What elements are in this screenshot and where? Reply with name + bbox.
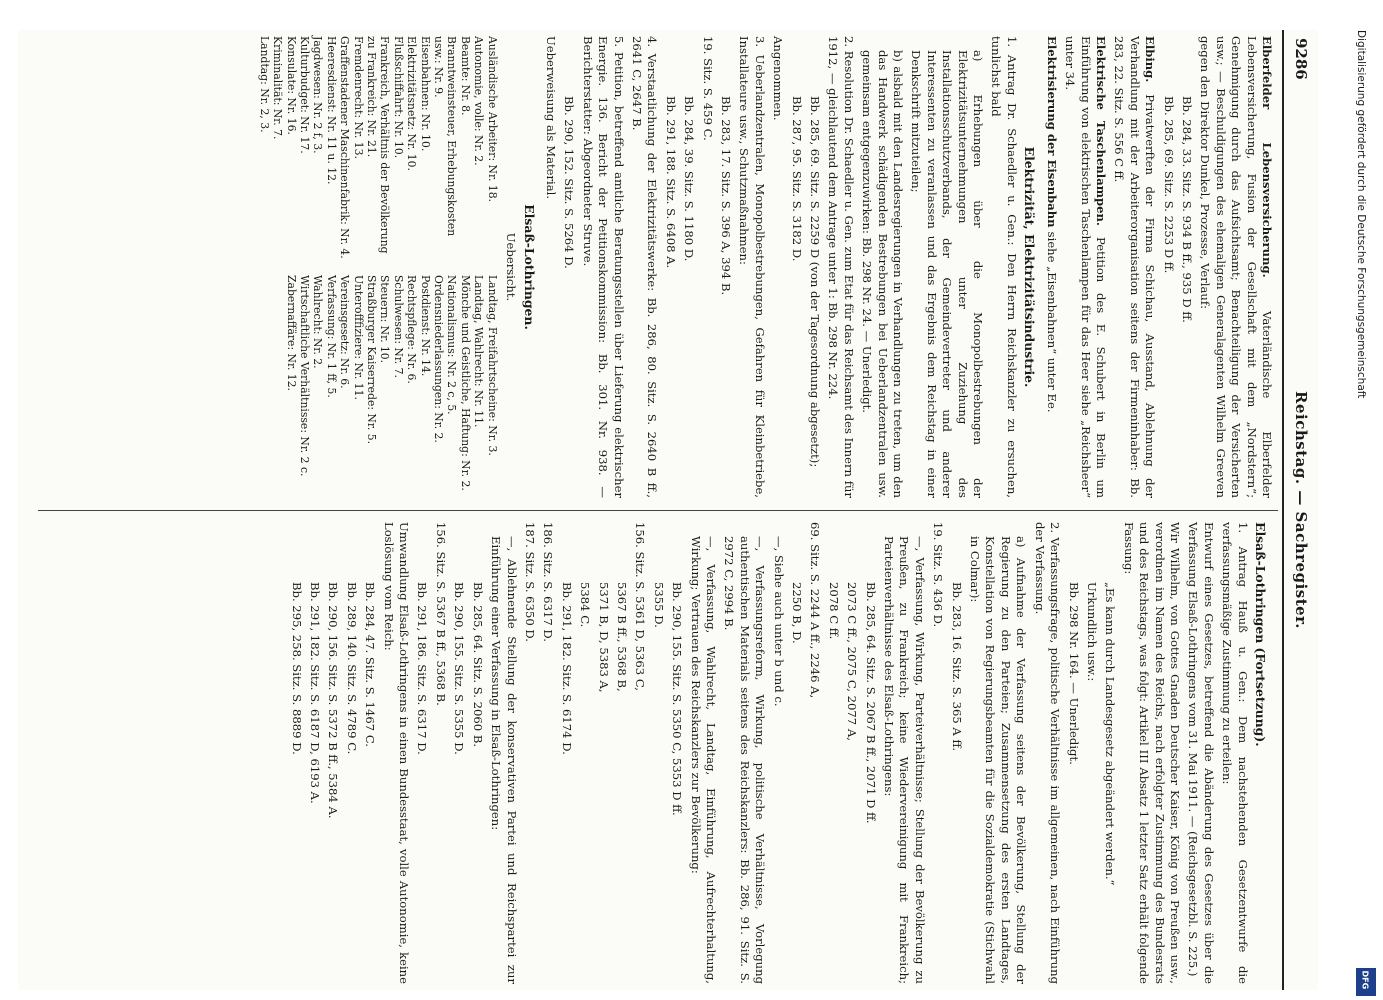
index-text: siehe „Eisenbahnen“ unter Ee. (1044, 231, 1059, 413)
index-item: Bb. 285, 64. Sitz. S. 2060 B. (470, 582, 485, 748)
index-item: Bb. 287, 95. Sitz. S. 3182 D. (789, 96, 804, 262)
index-item: Umwandlung Elsaß-Lothringens in einen Bundesstaat, volle Autonomie, keine Loslösung vom Reich: (381, 522, 412, 984)
index-lemma: Elbing. (1143, 36, 1158, 95)
index-item: Bb. 283, 17. Sitz. S. 396 A, 394 B. (719, 96, 733, 296)
page-number: 9286 (1292, 38, 1310, 80)
overview-entry: Steuern: Nr. 10. (378, 275, 392, 364)
index-item: 19. Sitz. S. 459 C. (700, 36, 715, 141)
overview-entry: Heeresdienst: Nr. 11 u. 12. (324, 36, 338, 185)
overview-entry: Fremdenrecht: Nr. 13. (351, 36, 365, 159)
right-column (285, 522, 1274, 984)
left-column (257, 36, 1274, 498)
index-item: 2. Verfassungsfrage, politische Verhältnisse im allgemeinen, nach Einführung der Verfassung. (1032, 522, 1063, 984)
index-item: 2. Resolution Dr. Schaedler u. Gen. zum Etat für das Reichsamt des Innern für 1912, — gleichlautend dem Antrage unter 1: Bb. 298 Nr. 224. (826, 36, 856, 498)
overview-entry: Nationalismus: Nr. 2 c, 5. (445, 275, 459, 415)
overview-entry: Zabernaffäre: Nr. 12. (284, 275, 298, 391)
section-title-elsass: Elsaß-Lothringen. (521, 204, 537, 330)
index-item: Wir Wilhelm, von Gottes Gnaden Deutscher Kaiser, König von Preußen usw., verordnen im Namen des Reichs, nach erfolgter Zustimmung des Bundesrats und des Reichstags, was folgt: Artikel III Absatz 1 letzter Satz erhält folgende Fassung: (1121, 522, 1182, 984)
overview-entry: Beamte: Nr. 8. (458, 36, 472, 116)
overview-entry: Straßburger Kaiserrede: Nr. 5. (365, 275, 379, 445)
index-item: Entwurf eines Gesetzes, betreffend die Abänderung des Gesetzes über die Verfassung Elsaß-Lothringens vom 31. Mai 1911. — (Reichsgesetzbl. S. 225.) (1186, 522, 1216, 984)
running-head (1282, 30, 1318, 990)
index-item: Bb. 284, 39. Sitz. S. 1180 D. (682, 96, 697, 262)
overview-entry: Ausländische Arbeiter: Nr. 18. (485, 36, 499, 202)
index-item: Ueberweisung als Material. (543, 36, 558, 200)
left-entries (1043, 36, 1274, 498)
overview-entry: Postdienst: Nr. 14. (418, 275, 432, 377)
index-item: Bb. 290, 152. Sitz. S. 5264 D. (562, 96, 577, 269)
overview-entry: Frankreich, Verhältnis der Bevölkerung zu Frankreich: Nr. 21. (365, 36, 392, 254)
overview-index (257, 36, 498, 498)
overview-entry: Eisenbahnen: Nr. 10. (418, 36, 432, 152)
column-divider (38, 510, 1278, 511)
index-item: 4. Verstaatlichung der Elektrizitätswerke: Bb. 286, 80. Sitz. S. 2640 B ff., 2641 C, 2647 B. (629, 36, 660, 498)
index-item: Bb. 285, 69. Sitz. S. 2259 D (von der Tagesordnung abgesetzt); (808, 96, 823, 468)
index-item: Bb. 285, 64. Sitz. S. 2067 B ff., 2071 D ff. (863, 582, 878, 824)
overview-entry: Wirtschaftliche Verhältnisse: Nr. 2 c. (298, 275, 312, 477)
index-item: Bb. 298 Nr. 164. — Unerledigt. (1066, 582, 1081, 765)
index-item: 1. Antrag Dr. Schaedler u. Gen.: Den Herrn Reichskanzler zu ersuchen, tunlichst bald (989, 36, 1019, 498)
left-items (543, 36, 1019, 498)
overview-entry: Branntweinsteuer, Erhebungskosten usw.: Nr. 9. (432, 36, 459, 237)
overview-entry: Schulwesen: Nr. 7. (391, 275, 405, 378)
index-item: Bb. 289, 140. Sitz. S. 4789 C. (344, 582, 359, 755)
index-item: —, Verfassungsreform, Wirkung, politische Verhältnisse, Vorlegung authentischen Materials seitens des Reichskanzlers: Bb. 286, 91. Sitz. S. 2972 C, 2994 B. (722, 536, 768, 984)
index-item: 3. Ueberlandzentralen, Monopolbestrebungen, Gefahren für Kleinbetriebe, Installateure usw., Schutzmaßnahmen: (737, 36, 767, 498)
overview-entry: Elektrizitätsnetz: Nr. 10. (405, 36, 419, 171)
right-items (288, 522, 1249, 984)
index-item: 2073 C ff., 2075 C, 2077 A, (845, 582, 860, 741)
index-lemma: Elektrisierung der Eisenbahn (1044, 36, 1059, 232)
index-reference: Bb. 285, 69. Sitz. S. 2253 D ff. (1161, 96, 1176, 274)
index-item: —, Ablehnende Stellung der konservativen Partei und Reichspartei zur Einführung einer Verfassung in Elsaß-Lothringen: (489, 536, 519, 984)
overview-entry: Landtag, Wahlrecht: Nr. 11. (472, 275, 486, 428)
overview-entry: Ordensniederlassungen: Nr. 2. (432, 275, 446, 443)
dfg-logo-text: DFG (1360, 970, 1370, 990)
digitization-credit (1352, 30, 1376, 970)
overview-entry: Verfassung: Nr. 1 ff, 5. (324, 275, 338, 398)
overview-entry: Konsulate: Nr. 16. (284, 36, 298, 135)
running-title: Reichstag. — Sachregister. (1292, 391, 1310, 629)
index-item: Bb. 290, 156. Sitz. S. 5372 B ff., 5384 A. (326, 582, 341, 819)
index-item: 156. Sitz. S. 5367 B ff., 5368 B. (433, 522, 448, 706)
overview-list-1 (257, 36, 498, 259)
index-item: b) alsbald mit den Landesregierungen in Verhandlungen zu treten, um den das Handwerk schädigenden Bestrebungen bei Ueberlandzentralen usw. gemeinsam entgegenzuwirken: Bb. 298 Nr. 24. — Unerledigt. (860, 50, 906, 498)
index-text: Petition des E. Schubert in Berlin um Einführung von elektrischen Taschenlampen für das Heer siehe „Reichsheer“ unter 34. (1063, 36, 1108, 499)
index-text: Vaterländische Elberfelder Lebensversicherung, Fusion der Gesellschaft mit dem „Nordstern“; Genehmigung durch das Aufsichtsamt; Benachteiligung der Versicherten usw.; — Beschuldigungen des ehemaligen Generalagenten Wilhelm Greeven gegen den Direktor Dunkel, Prozesse, Verlauf: (1198, 36, 1274, 499)
index-item: Bb. 290, 155. Sitz. S. 5350 C, 5353 D ff. (670, 582, 685, 816)
overview-entry: Kriminalität: Nr. 7. (271, 36, 285, 140)
index-item: Angenommen. (771, 36, 786, 121)
section-title-elektrizitaet: Elektrizität, Elektrizitätsindustrie. (1022, 146, 1038, 388)
index-lemma: Elektrische Taschenlampen. (1093, 36, 1108, 237)
dfg-logo (1356, 968, 1376, 996)
index-item: 5371 B, D, 5383 A, (596, 582, 611, 693)
index-item: Bb. 283, 16. Sitz. S. 365 A ff. (949, 582, 964, 752)
overview-entry: Graffenstadener Maschinenfabrik: Nr. 4. (338, 36, 352, 259)
index-entry (1197, 36, 1274, 498)
index-item: 1. Antrag Hauß u. Gen.: Dem nachstehenden Gesetzentwurfe die verfassungsmäßige Zustimmung zu erteilen: (1220, 522, 1250, 984)
overview-title: Uebersicht. (504, 232, 519, 302)
index-item: —, Verfassung, Wirkung, Parteiverhältnisse; Stellung der Bevölkerung zu Preußen, zu Frankreich; keine Wiedervereinigung mit Frankreich; Parteienverhältnisse des Elsaß-Lothringens: (882, 536, 927, 984)
index-item: 5367 B ff., 5368 B, (614, 582, 629, 692)
overview-entry: Vereinsgesetz: Nr. 6. (338, 275, 352, 389)
index-lemma: Elberfelder Lebensversicherung. (1260, 36, 1274, 312)
overview-entry: Jagdwesen: Nr. 2 f, 3. (311, 36, 325, 154)
overview-entry: Kulturbudget: Nr. 17. (298, 36, 312, 154)
index-item: 69. Sitz. S. 2244 A ff., 2246 A, (808, 522, 823, 699)
index-item: 2078 C ff. (826, 582, 841, 640)
index-item: —, Siehe auch unter b und c. (771, 536, 786, 707)
overview-entry: Mönche und Geistliche, Haftung: Nr. 2. (458, 275, 472, 491)
index-item: 187. Sitz. S. 6350 D. (522, 522, 537, 642)
overview-entry: Flußschiffahrt: Nr. 10. (391, 36, 405, 159)
index-item: Bb. 291, 188. Sitz. S. 6408 A. (663, 96, 678, 269)
index-entry (1043, 36, 1058, 498)
index-item: 156. Sitz. S. 5361 D, 5363 C, (633, 522, 648, 691)
index-item: Bb. 291, 186. Sitz. S. 6317 D. (415, 582, 430, 755)
index-item: Bb. 291, 182. Sitz. S. 6187 D, 6193 A. (308, 582, 323, 804)
rotated-document-page (18, 30, 1318, 990)
overview-entry: Landtag: Nr. 2, 3. (257, 36, 271, 133)
index-item: 5355 D. (651, 582, 666, 628)
index-item: 19. Sitz. S. 436 D. (931, 522, 946, 628)
index-item: 2250 B, D. (790, 582, 805, 644)
right-heading: Elsaß-Lothringen (Fortsetzung). (1253, 522, 1268, 747)
index-item: a) Aufnahme der Verfassung seitens der Bevölkerung, Stellung der Regierung zu den Parteien; Zusammensetzung des ersten Landtages, Konstellation von Regierungsbeamten für die Sozialdemokratie (Stichwahl in Colmar): (968, 536, 1029, 984)
index-text: Privatwerften der Firma Schichau, Ausstand, Ablehnung der Verhandlung mit der Arbeiterorganisation seitens der Firmeninhaber: Bb. 283, 22. Sitz. S. 556 C ff. (1112, 36, 1158, 498)
overview-entry: Autonomie, volle: Nr. 2. (472, 36, 486, 166)
index-item: „Es kann durch Landesgesetz abgeändert werden.“ (1103, 582, 1118, 886)
credit-text: Digitalisierung gefördert durch die Deutsche Forschungsgemeinschaft (1355, 30, 1367, 399)
index-item: Bb. 295, 258. Sitz. S. 8889 D. (289, 582, 304, 755)
index-item: Bb. 284, 47. Sitz. S. 1467 C. (363, 582, 378, 747)
overview-entry: Wahlrecht: Nr. 2. (311, 275, 325, 369)
index-item: Bb. 291, 182. Sitz. S. 6174 D. (559, 582, 574, 755)
index-item: —, Verfassung, Wahlrecht, Landtag, Einführung, Aufrechterhaltung, Wirkung; Vertrauen des Reichskanzlers zur Bevölkerung: (688, 536, 718, 984)
index-item: a) Erhebungen über die Monopolbestrebungen der Elektrizitätsunternehmungen unter Zuziehung des Installationsschutzverbands, der Gemeindevertreter und anderer Interessenten zu veranlassen und das Ergebnis dem Reichstag in einer Denkschrift mitzuteilen; (909, 50, 986, 498)
index-entry (1111, 36, 1157, 498)
index-item: 5384 C. (578, 582, 593, 628)
overview-entry: Rechtspflege: Nr. 6. (405, 275, 419, 384)
overview-entry: Unterofffiziere: Nr. 11. (351, 275, 365, 400)
overview-entry: Landtag, Freifahrtscheine: Nr. 3. (485, 275, 499, 456)
index-item: 186. Sitz. S. 6317 D. (541, 522, 556, 642)
index-reference: Bb. 284, 33. Sitz. S. 934 B ff., 935 D ff. (1179, 96, 1194, 323)
overview-list-2 (257, 275, 498, 498)
index-item: 5. Petition, betreffend amtliche Beratungsstellen über Lieferung elektrischer Energie. 136. Bericht der Petitionskommission: Bb. 301. Nr. 938. — Berichterstatter: Abgeordneter Struve. (580, 36, 626, 498)
index-entry (1062, 36, 1108, 498)
index-item: Bb. 290, 155. Sitz. S. 5355 D. (452, 582, 467, 755)
index-item: Urkundlich usw.: (1084, 582, 1099, 682)
